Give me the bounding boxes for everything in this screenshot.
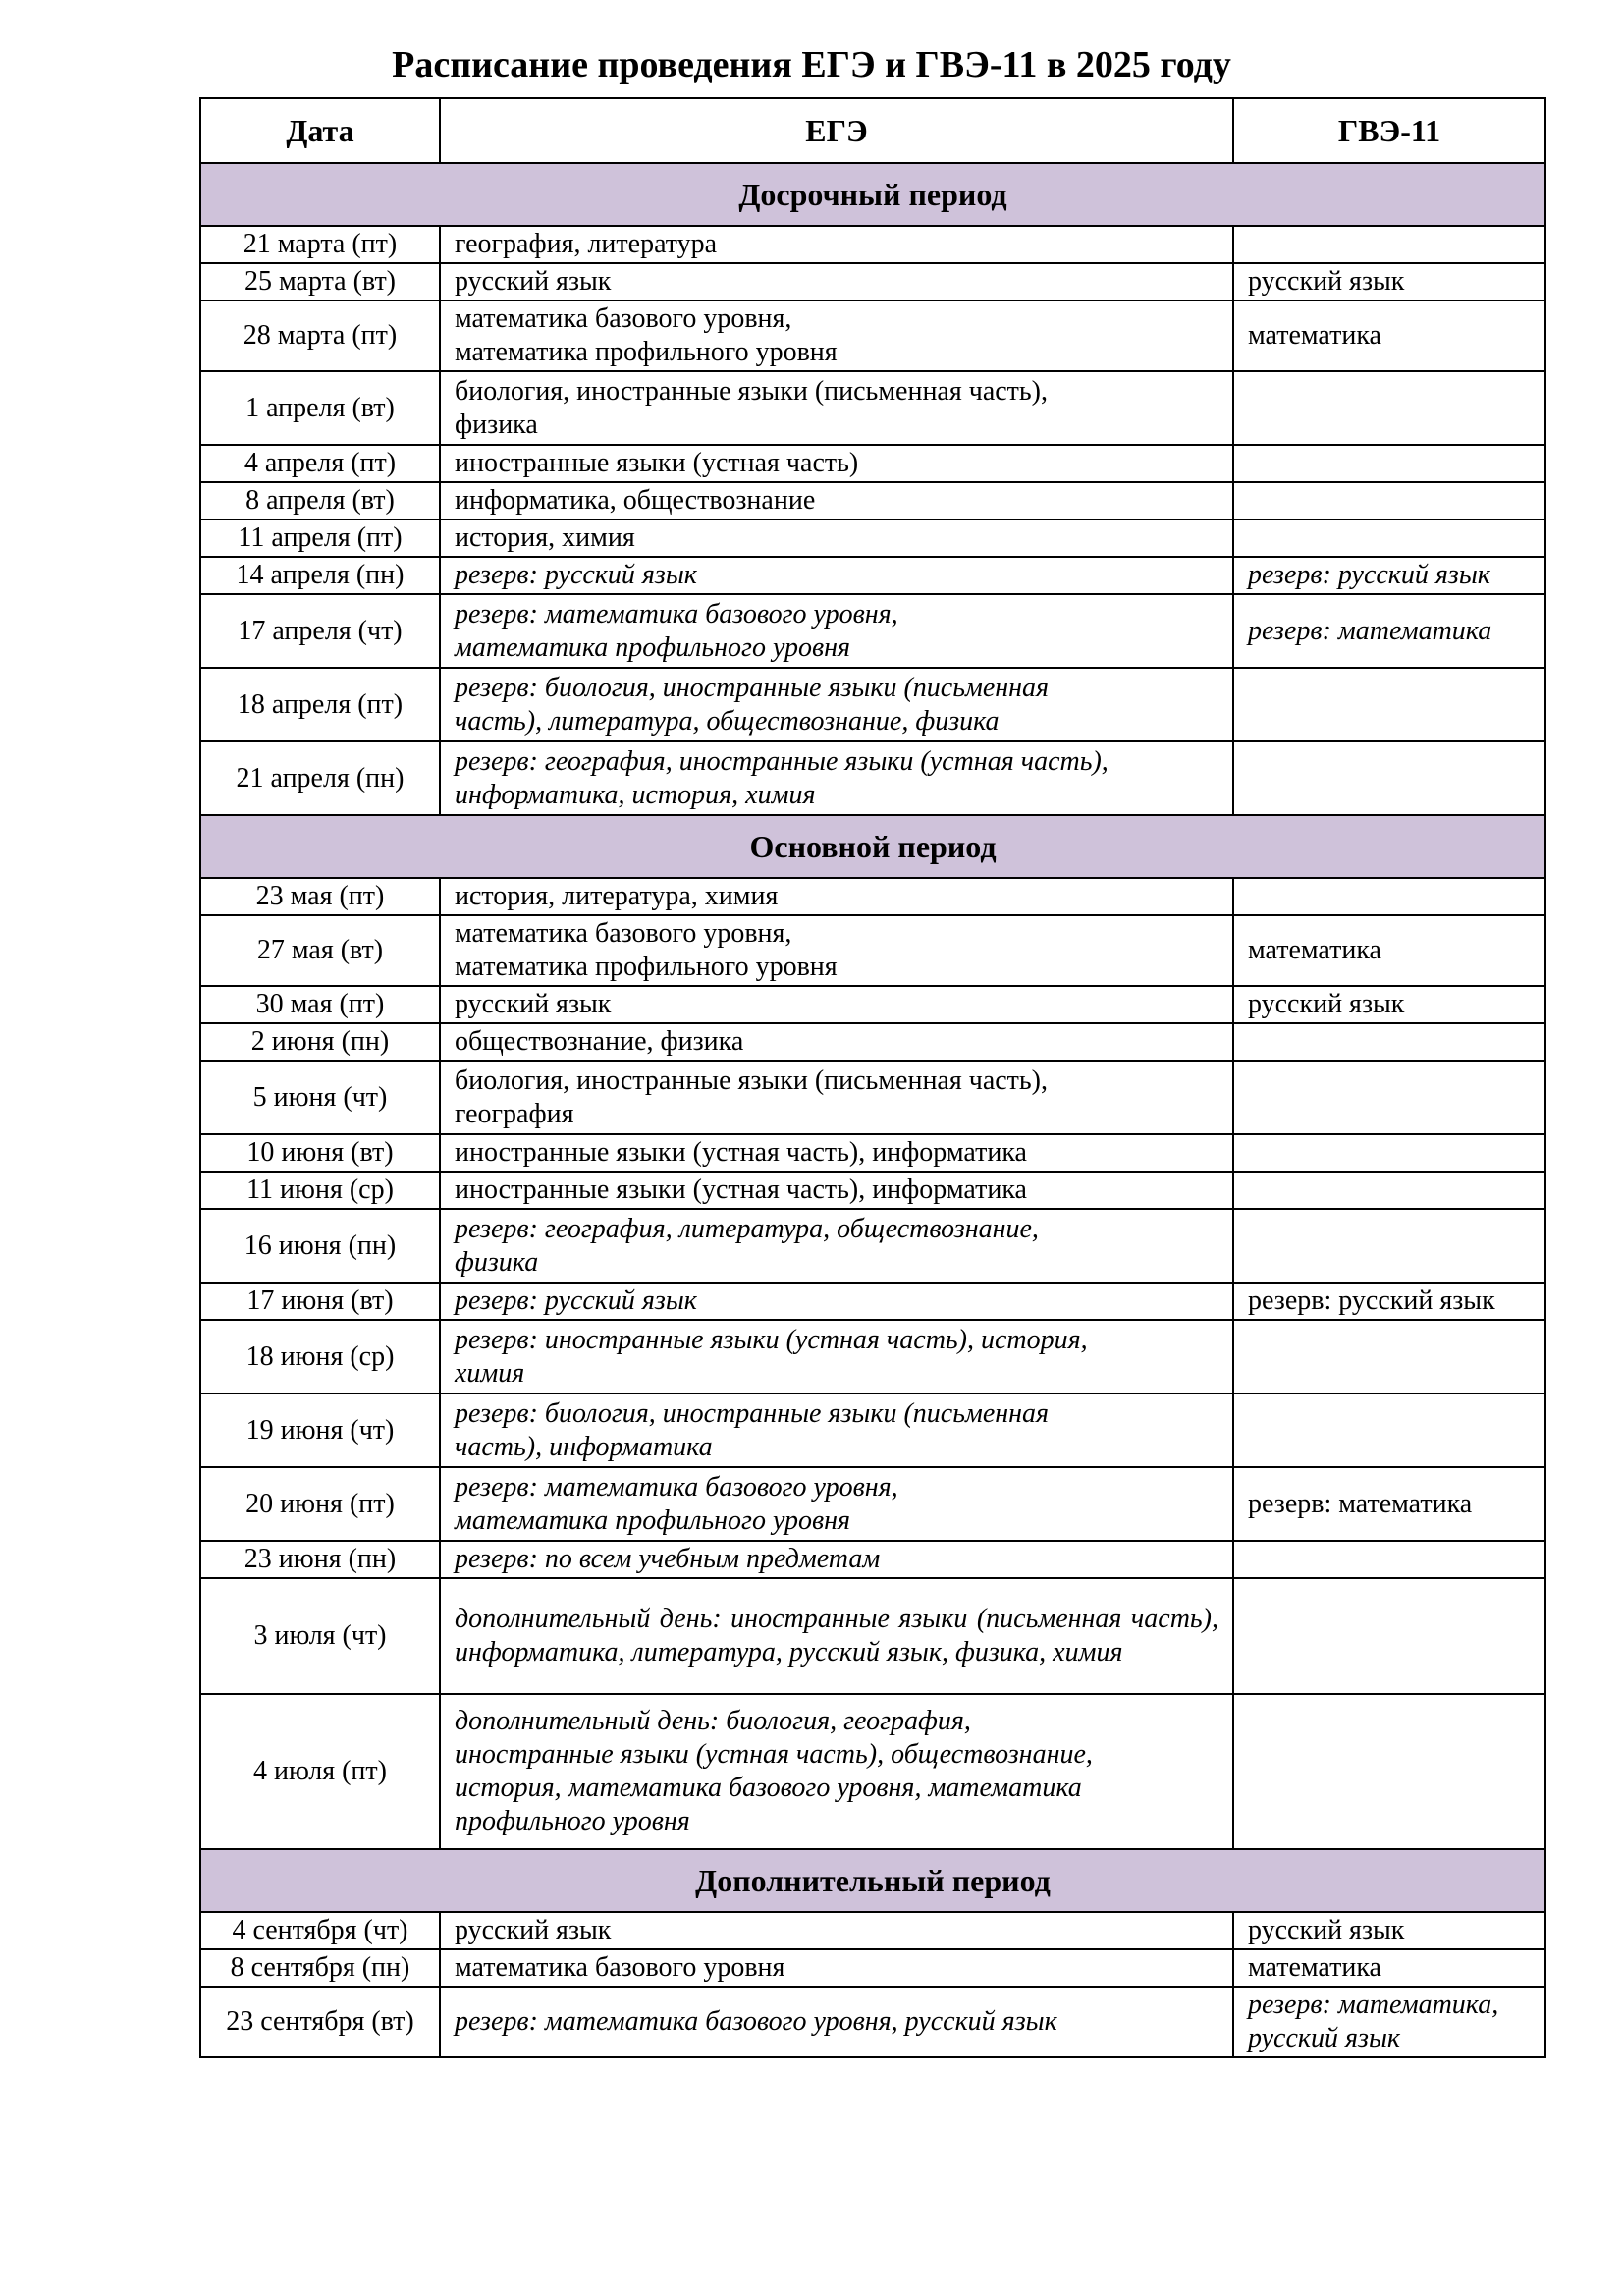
ege-subjects: [440, 1394, 1233, 1467]
exam-date: 4 июля (пт): [200, 1694, 440, 1849]
gve-subjects: [1233, 371, 1545, 445]
ege-subjects: [440, 371, 1233, 445]
cell-line: русский язык: [455, 1915, 612, 1945]
exam-date: 20 июня (пт): [200, 1467, 440, 1541]
ege-subjects: [440, 1134, 1233, 1172]
exam-date: 30 мая (пт): [200, 986, 440, 1023]
gve-subjects: [1233, 915, 1545, 986]
cell-line: математика: [1248, 1952, 1381, 1983]
ege-subjects: [440, 1949, 1233, 1987]
period-title: Досрочный период: [200, 163, 1545, 226]
gve-subjects: [1233, 445, 1545, 482]
gve-subjects: [1233, 1541, 1545, 1578]
cell-line: русский язык: [1248, 266, 1405, 297]
ege-subjects: [440, 878, 1233, 915]
schedule-row: [200, 226, 1545, 263]
cell-line: резерв: иностранные языки (устная часть), история,: [455, 1324, 1088, 1355]
schedule-row: [200, 1061, 1545, 1134]
ege-subjects: [440, 1320, 1233, 1394]
gve-subjects: [1233, 1320, 1545, 1394]
exam-date: 23 июня (пн): [200, 1541, 440, 1578]
cell-line: русский язык: [1248, 989, 1405, 1019]
gve-subjects: [1233, 1061, 1545, 1134]
ege-subjects: [440, 445, 1233, 482]
exam-date: 11 июня (ср): [200, 1172, 440, 1209]
exam-date: 2 июня (пн): [200, 1023, 440, 1061]
schedule-body: [200, 163, 1545, 2057]
gve-subjects: [1233, 557, 1545, 594]
exam-date: 11 апреля (пт): [200, 519, 440, 557]
cell-line: обществознание, физика: [455, 1026, 744, 1057]
gve-subjects: [1233, 519, 1545, 557]
cell-line: математика профильного уровня: [455, 631, 851, 663]
exam-date: 10 июня (вт): [200, 1134, 440, 1172]
cell-line: резерв: математика,: [1248, 1990, 1499, 2020]
exam-date: 8 апреля (вт): [200, 482, 440, 519]
cell-line: русский язык: [1248, 1915, 1405, 1945]
cell-line: русский язык: [455, 989, 612, 1019]
exam-date: 8 сентября (пн): [200, 1949, 440, 1987]
ege-subjects: [440, 1694, 1233, 1849]
ege-subjects: [440, 668, 1233, 741]
ege-subjects: [440, 1209, 1233, 1283]
gve-subjects: [1233, 226, 1545, 263]
ege-subjects: [440, 1283, 1233, 1320]
exam-schedule-table: [199, 97, 1546, 2058]
ege-subjects: [440, 557, 1233, 594]
schedule-row: [200, 741, 1545, 815]
gve-subjects: [1233, 263, 1545, 301]
schedule-row: [200, 371, 1545, 445]
cell-line: резерв: по всем учебным предметам: [455, 1544, 881, 1574]
schedule-row: [200, 1694, 1545, 1849]
ege-subjects: [440, 986, 1233, 1023]
schedule-row: [200, 1541, 1545, 1578]
cell-line: резерв: математика: [1248, 1488, 1473, 1519]
schedule-row: [200, 986, 1545, 1023]
exam-date: 18 июня (ср): [200, 1320, 440, 1394]
gve-subjects: [1233, 301, 1545, 371]
ege-subjects: [440, 226, 1233, 263]
schedule-row: [200, 482, 1545, 519]
gve-subjects: [1233, 1694, 1545, 1849]
cell-line: русский язык: [455, 266, 612, 297]
cell-line: математика профильного уровня: [455, 337, 838, 367]
schedule-row: [200, 594, 1545, 668]
ege-subjects: [440, 1467, 1233, 1541]
gve-subjects: [1233, 1394, 1545, 1467]
ege-subjects: [440, 1023, 1233, 1061]
schedule-row: [200, 1394, 1545, 1467]
schedule-row: [200, 1987, 1545, 2057]
gve-subjects: [1233, 986, 1545, 1023]
gve-subjects: [1233, 1912, 1545, 1949]
ege-subjects: [440, 519, 1233, 557]
cell-line: история, химия: [455, 522, 635, 553]
cell-line: информатика, история, химия: [455, 779, 816, 810]
cell-line: математика профильного уровня: [455, 952, 838, 982]
ege-subjects: [440, 1172, 1233, 1209]
gve-subjects: [1233, 1172, 1545, 1209]
gve-subjects: [1233, 594, 1545, 668]
exam-date: 17 июня (вт): [200, 1283, 440, 1320]
ege-subjects: [440, 741, 1233, 815]
period-header-row: [200, 815, 1545, 878]
exam-date: 14 апреля (пн): [200, 557, 440, 594]
schedule-row: [200, 557, 1545, 594]
ege-subjects: [440, 301, 1233, 371]
cell-line: биология, иностранные языки (письменная часть),: [455, 1065, 1049, 1096]
gve-subjects: [1233, 1209, 1545, 1283]
exam-date: 5 июня (чт): [200, 1061, 440, 1134]
gve-subjects: [1233, 668, 1545, 741]
schedule-row: [200, 915, 1545, 986]
gve-subjects: [1233, 1023, 1545, 1061]
exam-date: 21 апреля (пн): [200, 741, 440, 815]
gve-subjects: [1233, 1987, 1545, 2057]
schedule-row: [200, 301, 1545, 371]
ege-subjects: [440, 1987, 1233, 2057]
cell-line: информатика, обществознание: [455, 485, 816, 516]
schedule-row: [200, 1134, 1545, 1172]
cell-line: часть), информатика: [455, 1431, 713, 1462]
cell-line: иностранные языки (устная часть), информатика: [455, 1137, 1027, 1168]
gve-subjects: [1233, 482, 1545, 519]
schedule-row: [200, 263, 1545, 301]
cell-line: география, литература: [455, 229, 718, 259]
cell-line: математика: [1248, 935, 1381, 965]
exam-date: 19 июня (чт): [200, 1394, 440, 1467]
ege-subjects: [440, 915, 1233, 986]
cell-line: дополнительный день: иностранные языки (письменная часть), информатика, литература, русский язык, физика, химия: [455, 1604, 1218, 1667]
cell-line: география: [455, 1098, 574, 1129]
cell-line: резерв: математика базового уровня,: [455, 598, 898, 629]
gve-subjects: [1233, 1134, 1545, 1172]
cell-line: резерв: русский язык: [455, 1285, 697, 1316]
schedule-row: [200, 445, 1545, 482]
cell-line: математика базового уровня: [455, 1952, 785, 1983]
ege-subjects: [440, 1541, 1233, 1578]
schedule-row: [200, 519, 1545, 557]
cell-line: иностранные языки (устная часть): [455, 448, 859, 478]
cell-line: физика: [455, 409, 538, 440]
cell-line: резерв: география, иностранные языки (устная часть),: [455, 745, 1109, 777]
period-header-row: [200, 163, 1545, 226]
schedule-row: [200, 1023, 1545, 1061]
cell-line: резерв: русский язык: [1248, 560, 1490, 590]
cell-line: резерв: математика: [1248, 615, 1492, 646]
ege-subjects: [440, 1061, 1233, 1134]
gve-subjects: [1233, 741, 1545, 815]
schedule-row: [200, 1209, 1545, 1283]
cell-line: резерв: математика базового уровня, русский язык: [455, 2006, 1057, 2037]
period-title: Основной период: [200, 815, 1545, 878]
cell-line: иностранные языки (устная часть), обществознание,: [455, 1739, 1093, 1770]
ege-subjects: [440, 594, 1233, 668]
period-header-row: [200, 1849, 1545, 1912]
cell-line: резерв: русский язык: [455, 560, 697, 590]
cell-line: часть), литература, обществознание, физика: [455, 705, 1000, 737]
exam-date: 21 марта (пт): [200, 226, 440, 263]
cell-line: история, математика базового уровня, математика: [455, 1773, 1082, 1803]
cell-line: математика профильного уровня: [455, 1504, 851, 1536]
exam-date: 28 марта (пт): [200, 301, 440, 371]
cell-line: дополнительный день: биология, география,: [455, 1706, 971, 1736]
exam-date: 1 апреля (вт): [200, 371, 440, 445]
ege-subjects: [440, 1578, 1233, 1694]
cell-line: математика: [1248, 320, 1381, 351]
column-header-gve: ГВЭ-11: [1233, 98, 1545, 163]
schedule-row: [200, 1172, 1545, 1209]
cell-line: математика базового уровня,: [455, 918, 792, 949]
schedule-row: [200, 1578, 1545, 1694]
exam-date: 23 мая (пт): [200, 878, 440, 915]
gve-subjects: [1233, 1467, 1545, 1541]
header-row: [200, 98, 1545, 163]
gve-subjects: [1233, 1949, 1545, 1987]
gve-subjects: [1233, 1283, 1545, 1320]
cell-line: русский язык: [1248, 2023, 1401, 2053]
gve-subjects: [1233, 1578, 1545, 1694]
cell-line: резерв: математика базового уровня,: [455, 1471, 898, 1503]
period-title: Дополнительный период: [200, 1849, 1545, 1912]
ege-subjects: [440, 263, 1233, 301]
cell-line: резерв: биология, иностранные языки (письменная: [455, 672, 1050, 703]
exam-date: 4 апреля (пт): [200, 445, 440, 482]
schedule-row: [200, 1320, 1545, 1394]
ege-subjects: [440, 482, 1233, 519]
exam-date: 17 апреля (чт): [200, 594, 440, 668]
cell-line: химия: [455, 1357, 525, 1389]
cell-line: резерв: биология, иностранные языки (письменная: [455, 1397, 1050, 1429]
column-header-ege: ЕГЭ: [440, 98, 1233, 163]
schedule-row: [200, 668, 1545, 741]
cell-line: математика базового уровня,: [455, 303, 792, 334]
cell-line: резерв: география, литература, обществознание,: [455, 1213, 1039, 1244]
cell-line: иностранные языки (устная часть), информатика: [455, 1175, 1027, 1205]
schedule-row: [200, 1467, 1545, 1541]
page-title: Расписание проведения ЕГЭ и ГВЭ-11 в 2025 году: [392, 44, 1231, 85]
schedule-row: [200, 1949, 1545, 1987]
cell-line: биология, иностранные языки (письменная часть),: [455, 375, 1049, 407]
cell-line: физика: [455, 1246, 539, 1278]
schedule-row: [200, 1283, 1545, 1320]
cell-line: резерв: русский язык: [1248, 1285, 1495, 1316]
exam-date: 3 июля (чт): [200, 1578, 440, 1694]
exam-date: 27 мая (вт): [200, 915, 440, 986]
cell-line: история, литература, химия: [455, 881, 779, 911]
exam-date: 25 марта (вт): [200, 263, 440, 301]
gve-subjects: [1233, 878, 1545, 915]
exam-date: 18 апреля (пт): [200, 668, 440, 741]
schedule-row: [200, 878, 1545, 915]
exam-date: 4 сентября (чт): [200, 1912, 440, 1949]
schedule-row: [200, 1912, 1545, 1949]
cell-line: профильного уровня: [455, 1806, 690, 1836]
ege-subjects: [440, 1912, 1233, 1949]
exam-date: 23 сентября (вт): [200, 1987, 440, 2057]
exam-date: 16 июня (пн): [200, 1209, 440, 1283]
column-header-date: Дата: [200, 98, 440, 163]
